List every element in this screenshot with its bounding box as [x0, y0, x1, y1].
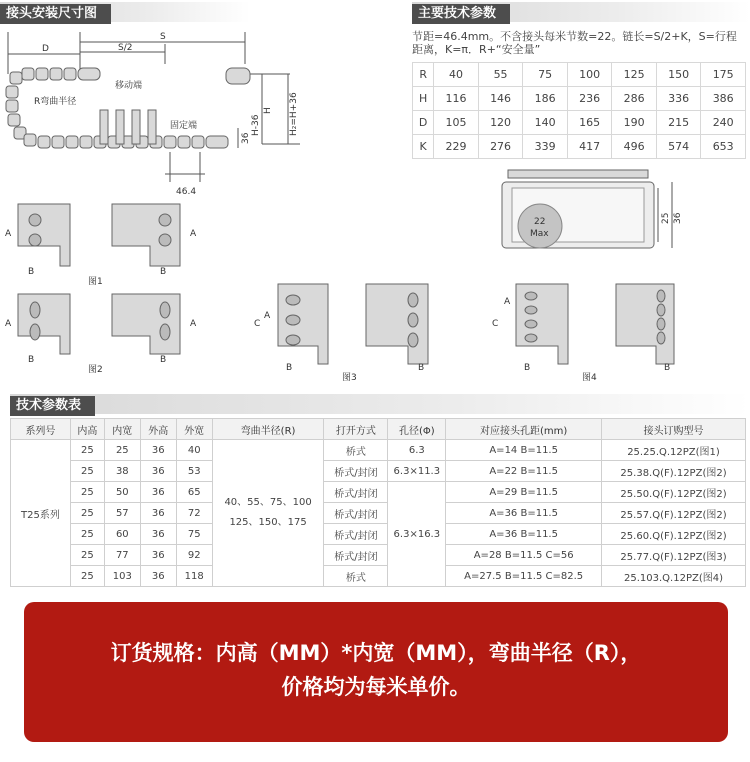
cell: 25.60.Q(F).12PZ(图2): [602, 524, 746, 545]
moving-end-label: 移动端: [115, 81, 143, 91]
order-spec-line2: 价格均为每米单价。: [281, 675, 471, 699]
cell: 25: [70, 566, 104, 587]
fig4-b-left: B: [524, 363, 531, 373]
cell: 6.3: [388, 440, 446, 461]
cell: A=22 B=11.5: [446, 461, 602, 482]
main-params-row-r: [413, 63, 746, 87]
cell: 6.3×11.3: [388, 461, 446, 482]
figure-4-label: 图4: [582, 373, 597, 383]
table-row: [11, 545, 746, 566]
cell: 229: [434, 135, 479, 159]
header-cell: 对应接头孔距(mm): [446, 419, 602, 440]
cell: 38: [104, 461, 140, 482]
cell: 25: [70, 545, 104, 566]
fig3-b-left: B: [286, 363, 293, 373]
cell: 116: [434, 87, 479, 111]
cell: 75: [176, 524, 212, 545]
main-params-row-k: [413, 135, 746, 159]
main-params-table: [412, 62, 746, 159]
dim-h-label: H: [263, 107, 273, 114]
fixed-end-label: 固定端: [170, 121, 198, 131]
fig1-b-right: B: [160, 267, 167, 277]
cell: 25: [70, 524, 104, 545]
figure-1-label: 图1: [88, 277, 103, 287]
installation-drawing: [0, 24, 410, 204]
main-params-note: 节距=46.4mm。不含接头每米节数=22。链长=S/2+K，S=行程距离，K=π．R+“安全量”: [412, 30, 737, 56]
cell: 桥式/封闭: [324, 461, 388, 482]
tech-params-table: [10, 418, 746, 587]
table-row: [11, 440, 746, 461]
cell: 105: [434, 111, 479, 135]
cell: 36: [140, 524, 176, 545]
cell: 417: [567, 135, 612, 159]
cell: 75: [523, 63, 568, 87]
cell: 165: [567, 111, 612, 135]
cell: 175: [701, 63, 746, 87]
bend-radius-line1: 40、55、75、100: [224, 497, 312, 508]
cell: 53: [176, 461, 212, 482]
order-spec-line1: 订货规格：内高（MM）*内宽（MM），弯曲半径（R），: [110, 641, 642, 665]
cell: 150: [656, 63, 701, 87]
fig4-a: A: [504, 297, 511, 307]
figure-3-drawing: [248, 280, 448, 386]
cell: 25.103.Q.12PZ(图4): [602, 566, 746, 587]
cell: 25: [104, 440, 140, 461]
cell: A=14 B=11.5: [446, 440, 602, 461]
cell: 25: [70, 461, 104, 482]
figure-2-label: 图2: [88, 365, 103, 375]
cell: 桥式/封闭: [324, 503, 388, 524]
cell: 574: [656, 135, 701, 159]
header-cell: 外宽: [176, 419, 212, 440]
cell: 77: [104, 545, 140, 566]
fig2-b-left: B: [28, 355, 35, 365]
cell: 桥式: [324, 566, 388, 587]
row-label: K: [413, 135, 434, 159]
main-params-section-title: 主要技术参数: [412, 4, 510, 24]
cell: 50: [104, 482, 140, 503]
cell: 72: [176, 503, 212, 524]
dim-hsum-label: H₂=H+36: [289, 92, 299, 136]
cell: 36: [140, 503, 176, 524]
cell: 36: [140, 482, 176, 503]
chain-section-view: [498, 162, 688, 262]
fig1-a-left: A: [5, 229, 12, 239]
header-cell: 外高: [140, 419, 176, 440]
cell: 25.50.Q(F).12PZ(图2): [602, 482, 746, 503]
cell: 120: [478, 111, 523, 135]
dim-h36-label: H-36: [251, 114, 261, 136]
main-params-row-h: [413, 87, 746, 111]
cell: 146: [478, 87, 523, 111]
cell: 276: [478, 135, 523, 159]
header-cell: 孔径(Φ): [388, 419, 446, 440]
header-cell: 系列号: [11, 419, 71, 440]
fig2-a-left: A: [5, 319, 12, 329]
cell: 25: [70, 440, 104, 461]
cell: 496: [612, 135, 657, 159]
cell: A=27.5 B=11.5 C=82.5: [446, 566, 602, 587]
install-section-header: [0, 2, 250, 22]
section-max-value: 22: [534, 217, 546, 227]
cell: 240: [701, 111, 746, 135]
fig3-c: C: [254, 319, 261, 329]
cell: 103: [104, 566, 140, 587]
header-cell: 打开方式: [324, 419, 388, 440]
cell: 桥式/封闭: [324, 524, 388, 545]
main-params-row-d: [413, 111, 746, 135]
table-row: [11, 482, 746, 503]
cell: 92: [176, 545, 212, 566]
cell: 60: [104, 524, 140, 545]
cell: 40: [176, 440, 212, 461]
dim-s-label: S: [160, 32, 166, 42]
figure-4-drawing: [486, 280, 686, 386]
cell: A=28 B=11.5 C=56: [446, 545, 602, 566]
cell: 653: [701, 135, 746, 159]
cell: A=29 B=11.5: [446, 482, 602, 503]
install-section-title: 接头安装尺寸图: [0, 4, 111, 24]
section-dim-36: 36: [673, 212, 683, 224]
cell: 57: [104, 503, 140, 524]
cell: 36: [140, 545, 176, 566]
cell: 190: [612, 111, 657, 135]
fig1-a-right: A: [190, 229, 197, 239]
tech-table-header-row: [11, 419, 746, 440]
header-cell: 弯曲半径(R): [212, 419, 324, 440]
cell: 25: [70, 482, 104, 503]
section-dim-25: 25: [661, 212, 671, 224]
dim-s2-label: S/2: [118, 43, 133, 53]
series-cell: T25系列: [11, 440, 71, 587]
cell: 桥式/封闭: [324, 482, 388, 503]
bend-radius-label: R弯曲半径: [34, 97, 77, 107]
cell: 25.77.Q(F).12PZ(图3): [602, 545, 746, 566]
cell: 100: [567, 63, 612, 87]
bend-radius-line2: 125、150、175: [229, 517, 307, 528]
row-label: R: [413, 63, 434, 87]
dim-36-label: 36: [241, 132, 251, 144]
cell: 36: [140, 461, 176, 482]
table-row: [11, 566, 746, 587]
fig2-b-right: B: [160, 355, 167, 365]
cell: 186: [523, 87, 568, 111]
section-max-label: Max: [530, 229, 549, 239]
cell: 36: [140, 566, 176, 587]
cell: 286: [612, 87, 657, 111]
cell: 386: [701, 87, 746, 111]
cell: 339: [523, 135, 568, 159]
table-row: [11, 461, 746, 482]
cell: 55: [478, 63, 523, 87]
cell: 118: [176, 566, 212, 587]
cell: 65: [176, 482, 212, 503]
dim-pitch-label: 46.4: [176, 187, 197, 197]
cell: A=36 B=11.5: [446, 503, 602, 524]
cell: 25.25.Q.12PZ(图1): [602, 440, 746, 461]
table-row: [11, 524, 746, 545]
cell: 25.57.Q(F).12PZ(图2): [602, 503, 746, 524]
main-params-section-header: [412, 2, 750, 22]
cell: 125: [612, 63, 657, 87]
figure-3-label: 图3: [342, 373, 357, 383]
order-spec-banner: [24, 602, 728, 742]
bend-radius-cell: [212, 440, 324, 587]
cell: 215: [656, 111, 701, 135]
fig1-b-left: B: [28, 267, 35, 277]
cell: 236: [567, 87, 612, 111]
cell: 25: [70, 503, 104, 524]
cell: 36: [140, 440, 176, 461]
cell: 桥式: [324, 440, 388, 461]
header-cell: 内高: [70, 419, 104, 440]
fig4-b-right: B: [664, 363, 671, 373]
table-row: [11, 503, 746, 524]
fig3-a: A: [264, 311, 271, 321]
header-cell: 内宽: [104, 419, 140, 440]
fig2-a-right: A: [190, 319, 197, 329]
cell: 桥式/封闭: [324, 545, 388, 566]
cell: 25.38.Q(F).12PZ(图2): [602, 461, 746, 482]
cell: 140: [523, 111, 568, 135]
fig4-c: C: [492, 319, 499, 329]
cell: 40: [434, 63, 479, 87]
row-label: H: [413, 87, 434, 111]
figure-1-2-drawings: [0, 196, 220, 381]
hole-merged-cell: 6.3×16.3: [388, 482, 446, 587]
header-cell: 接头订购型号: [602, 419, 746, 440]
tech-params-section-header: [10, 394, 750, 414]
cell: A=36 B=11.5: [446, 524, 602, 545]
row-label: D: [413, 111, 434, 135]
fig3-b-right: B: [418, 363, 425, 373]
tech-params-section-title: 技术参数表: [10, 396, 95, 416]
dim-d-label: D: [42, 44, 49, 54]
cell: 336: [656, 87, 701, 111]
